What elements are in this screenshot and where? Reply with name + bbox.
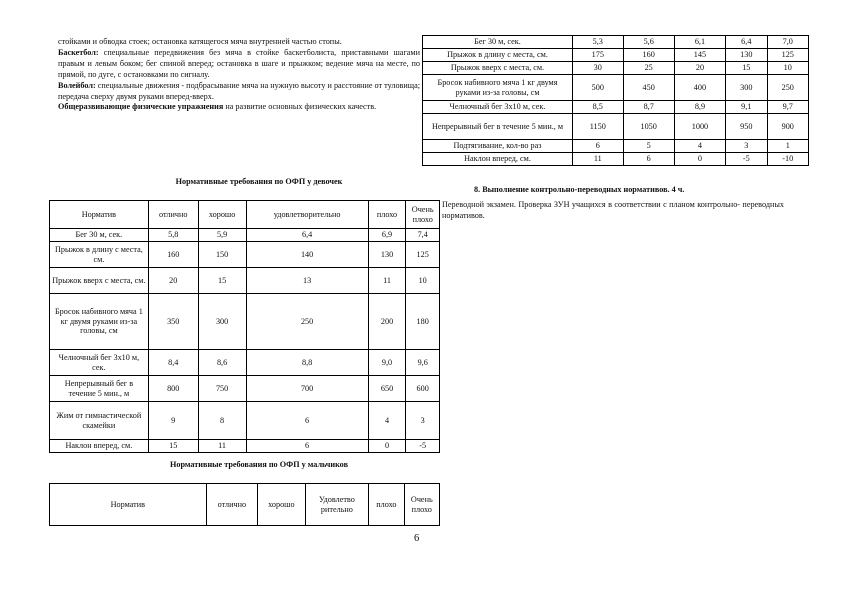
table-row <box>50 440 440 453</box>
table-row <box>50 268 440 294</box>
girls-norms-table <box>49 200 440 453</box>
value-cell: 650 <box>368 376 406 402</box>
header-cell: плохо <box>368 201 406 229</box>
value-cell: 5,6 <box>623 36 674 49</box>
value-cell: 250 <box>767 75 808 101</box>
table-header-row <box>50 484 440 526</box>
norm-name-cell: Челночный бег 3х10 м, сек. <box>50 350 149 376</box>
value-cell: 200 <box>368 294 406 350</box>
value-cell: 20 <box>674 62 725 75</box>
value-cell: 3 <box>406 402 440 440</box>
page-number: 6 <box>414 533 420 544</box>
value-cell: 9,7 <box>767 101 808 114</box>
value-cell: 7,4 <box>406 229 440 242</box>
value-cell: 130 <box>368 242 406 268</box>
boys-norms-table-continued <box>422 35 809 166</box>
value-cell: 6,4 <box>246 229 368 242</box>
norm-name-cell: Наклон вперед, см. <box>423 153 573 166</box>
header-cell: Норматив <box>50 484 207 526</box>
table-row <box>50 294 440 350</box>
value-cell: 150 <box>198 242 246 268</box>
value-cell: -5 <box>406 440 440 453</box>
value-cell: 7,0 <box>767 36 808 49</box>
value-cell: 125 <box>767 49 808 62</box>
norm-name-cell: Подтягивание, кол-во раз <box>423 140 573 153</box>
value-cell: 450 <box>623 75 674 101</box>
table-row <box>423 36 809 49</box>
value-cell: 10 <box>767 62 808 75</box>
header-cell: хорошо <box>258 484 305 526</box>
value-cell: -10 <box>767 153 808 166</box>
value-cell: 1150 <box>573 114 624 140</box>
value-cell: 140 <box>246 242 368 268</box>
value-cell: 1 <box>767 140 808 153</box>
value-cell: 20 <box>148 268 198 294</box>
value-cell: 145 <box>674 49 725 62</box>
header-cell: Очень плохо <box>404 484 439 526</box>
norm-name-cell: Непрерывный бег в течение 5 мин., м <box>423 114 573 140</box>
value-cell: 0 <box>674 153 725 166</box>
value-cell: 300 <box>198 294 246 350</box>
header-cell: отлично <box>148 201 198 229</box>
norm-name-cell: Бросок набивного мяча 1 кг двумя руками из-за головы, см <box>423 75 573 101</box>
value-cell: 11 <box>198 440 246 453</box>
paragraph-general-exercises: Общеразвивающие физические упражнения на развитие основных физических качеств. <box>58 102 377 112</box>
value-cell: 350 <box>148 294 198 350</box>
value-cell: 10 <box>406 268 440 294</box>
table-row <box>423 140 809 153</box>
header-cell: плохо <box>369 484 404 526</box>
value-cell: 6,9 <box>368 229 406 242</box>
value-cell: 3 <box>726 140 767 153</box>
value-cell: 4 <box>674 140 725 153</box>
volleyball-title: Волейбол: <box>58 80 96 90</box>
norm-name-cell: Бег 30 м, сек. <box>423 36 573 49</box>
table-header-row <box>50 201 440 229</box>
value-cell: 250 <box>246 294 368 350</box>
value-cell: 6 <box>573 140 624 153</box>
norm-name-cell: Жим от гимнастической скамейки <box>50 402 149 440</box>
value-cell: 800 <box>148 376 198 402</box>
table-row <box>423 153 809 166</box>
value-cell: 5,8 <box>148 229 198 242</box>
norm-name-cell: Прыжок вверх с места, см. <box>50 268 149 294</box>
value-cell: 175 <box>573 49 624 62</box>
value-cell: 6,4 <box>726 36 767 49</box>
value-cell: 8 <box>198 402 246 440</box>
header-cell: Очень плохо <box>406 201 440 229</box>
value-cell: 9,0 <box>368 350 406 376</box>
table-row <box>50 376 440 402</box>
value-cell: 5,9 <box>198 229 246 242</box>
boys-norms-table <box>49 483 440 526</box>
norm-name-cell: Челночный бег 3х10 м, сек. <box>423 101 573 114</box>
value-cell: 1000 <box>674 114 725 140</box>
norm-name-cell: Прыжок в длину с места, см. <box>50 242 149 268</box>
table-row <box>50 229 440 242</box>
table-row <box>423 114 809 140</box>
value-cell: 9,1 <box>726 101 767 114</box>
basketball-title: Баскетбол: <box>58 47 99 57</box>
value-cell: 125 <box>406 242 440 268</box>
value-cell: 8,7 <box>623 101 674 114</box>
table-row <box>50 350 440 376</box>
value-cell: 400 <box>674 75 725 101</box>
paragraph-football-end: стойками и обводка стоек; остановка катящегося мяча внутренней частью стопы. <box>58 37 342 46</box>
value-cell: 130 <box>726 49 767 62</box>
norm-name-cell: Прыжок в длину с места, см. <box>423 49 573 62</box>
general-exercises-title: Общеразвивающие физические упражнения <box>58 102 224 112</box>
value-cell: 6 <box>246 402 368 440</box>
value-cell: 1050 <box>623 114 674 140</box>
value-cell: 700 <box>246 376 368 402</box>
value-cell: 6,1 <box>674 36 725 49</box>
girls-table-caption: Нормативные требования по ОФП у девочек <box>175 177 343 186</box>
value-cell: 8,4 <box>148 350 198 376</box>
header-cell: удовлетворительно <box>246 201 368 229</box>
value-cell: 25 <box>623 62 674 75</box>
value-cell: 500 <box>573 75 624 101</box>
value-cell: -5 <box>726 153 767 166</box>
value-cell: 30 <box>573 62 624 75</box>
value-cell: 15 <box>726 62 767 75</box>
table-row <box>50 242 440 268</box>
header-cell: Удовлетво рительно <box>305 484 369 526</box>
section-heading: 8. Выполнение контрольно-переводных нормативов. 4 ч. <box>474 185 685 194</box>
norm-name-cell: Бег 30 м, сек. <box>50 229 149 242</box>
value-cell: 8,9 <box>674 101 725 114</box>
table-row <box>423 49 809 62</box>
value-cell: 300 <box>726 75 767 101</box>
value-cell: 6 <box>246 440 368 453</box>
section-text: Переводной экзамен. Проверка ЗУН учащихся в соответствии с планом контрольно- переводных нормативов. <box>442 200 784 220</box>
value-cell: 5,3 <box>573 36 624 49</box>
value-cell: 6 <box>623 153 674 166</box>
value-cell: 11 <box>368 268 406 294</box>
value-cell: 750 <box>198 376 246 402</box>
value-cell: 160 <box>148 242 198 268</box>
value-cell: 9,6 <box>406 350 440 376</box>
value-cell: 5 <box>623 140 674 153</box>
left-column-text <box>58 37 420 113</box>
table-row <box>423 101 809 114</box>
value-cell: 9 <box>148 402 198 440</box>
norm-name-cell: Непрерывный бег в течение 5 мин., м <box>50 376 149 402</box>
header-cell: отлично <box>206 484 258 526</box>
table-row <box>423 62 809 75</box>
header-cell: Норматив <box>50 201 149 229</box>
table-row <box>50 402 440 440</box>
paragraph-volleyball: Волейбол: специальные движения - подбрасывание мяча на нужную высоту и расстояние от туловища; передача сверху двумя руками вперед-вверх. <box>58 80 421 101</box>
value-cell: 11 <box>573 153 624 166</box>
value-cell: 8,5 <box>573 101 624 114</box>
norm-name-cell: Бросок набивного мяча 1 кг двумя руками из-за головы, см <box>50 294 149 350</box>
value-cell: 950 <box>726 114 767 140</box>
value-cell: 15 <box>148 440 198 453</box>
value-cell: 8,8 <box>246 350 368 376</box>
value-cell: 4 <box>368 402 406 440</box>
boys-table-caption: Нормативные требования по ОФП у мальчиков <box>169 460 348 469</box>
header-cell: хорошо <box>198 201 246 229</box>
paragraph-basketball: Баскетбол: специальные передвижения без мяча в стойке баскетболиста, приставными шагами правым и левым боком; бег спиной вперед; остановка в шаге и прыжком; ведение мяча на месте, по прямой, по дуге, с остановками по сигналу. <box>58 47 420 79</box>
value-cell: 0 <box>368 440 406 453</box>
value-cell: 900 <box>767 114 808 140</box>
table-row <box>423 75 809 101</box>
value-cell: 13 <box>246 268 368 294</box>
value-cell: 8,6 <box>198 350 246 376</box>
value-cell: 600 <box>406 376 440 402</box>
norm-name-cell: Прыжок вверх с места, см. <box>423 62 573 75</box>
value-cell: 160 <box>623 49 674 62</box>
value-cell: 15 <box>198 268 246 294</box>
norm-name-cell: Наклон вперед, см. <box>50 440 149 453</box>
value-cell: 180 <box>406 294 440 350</box>
